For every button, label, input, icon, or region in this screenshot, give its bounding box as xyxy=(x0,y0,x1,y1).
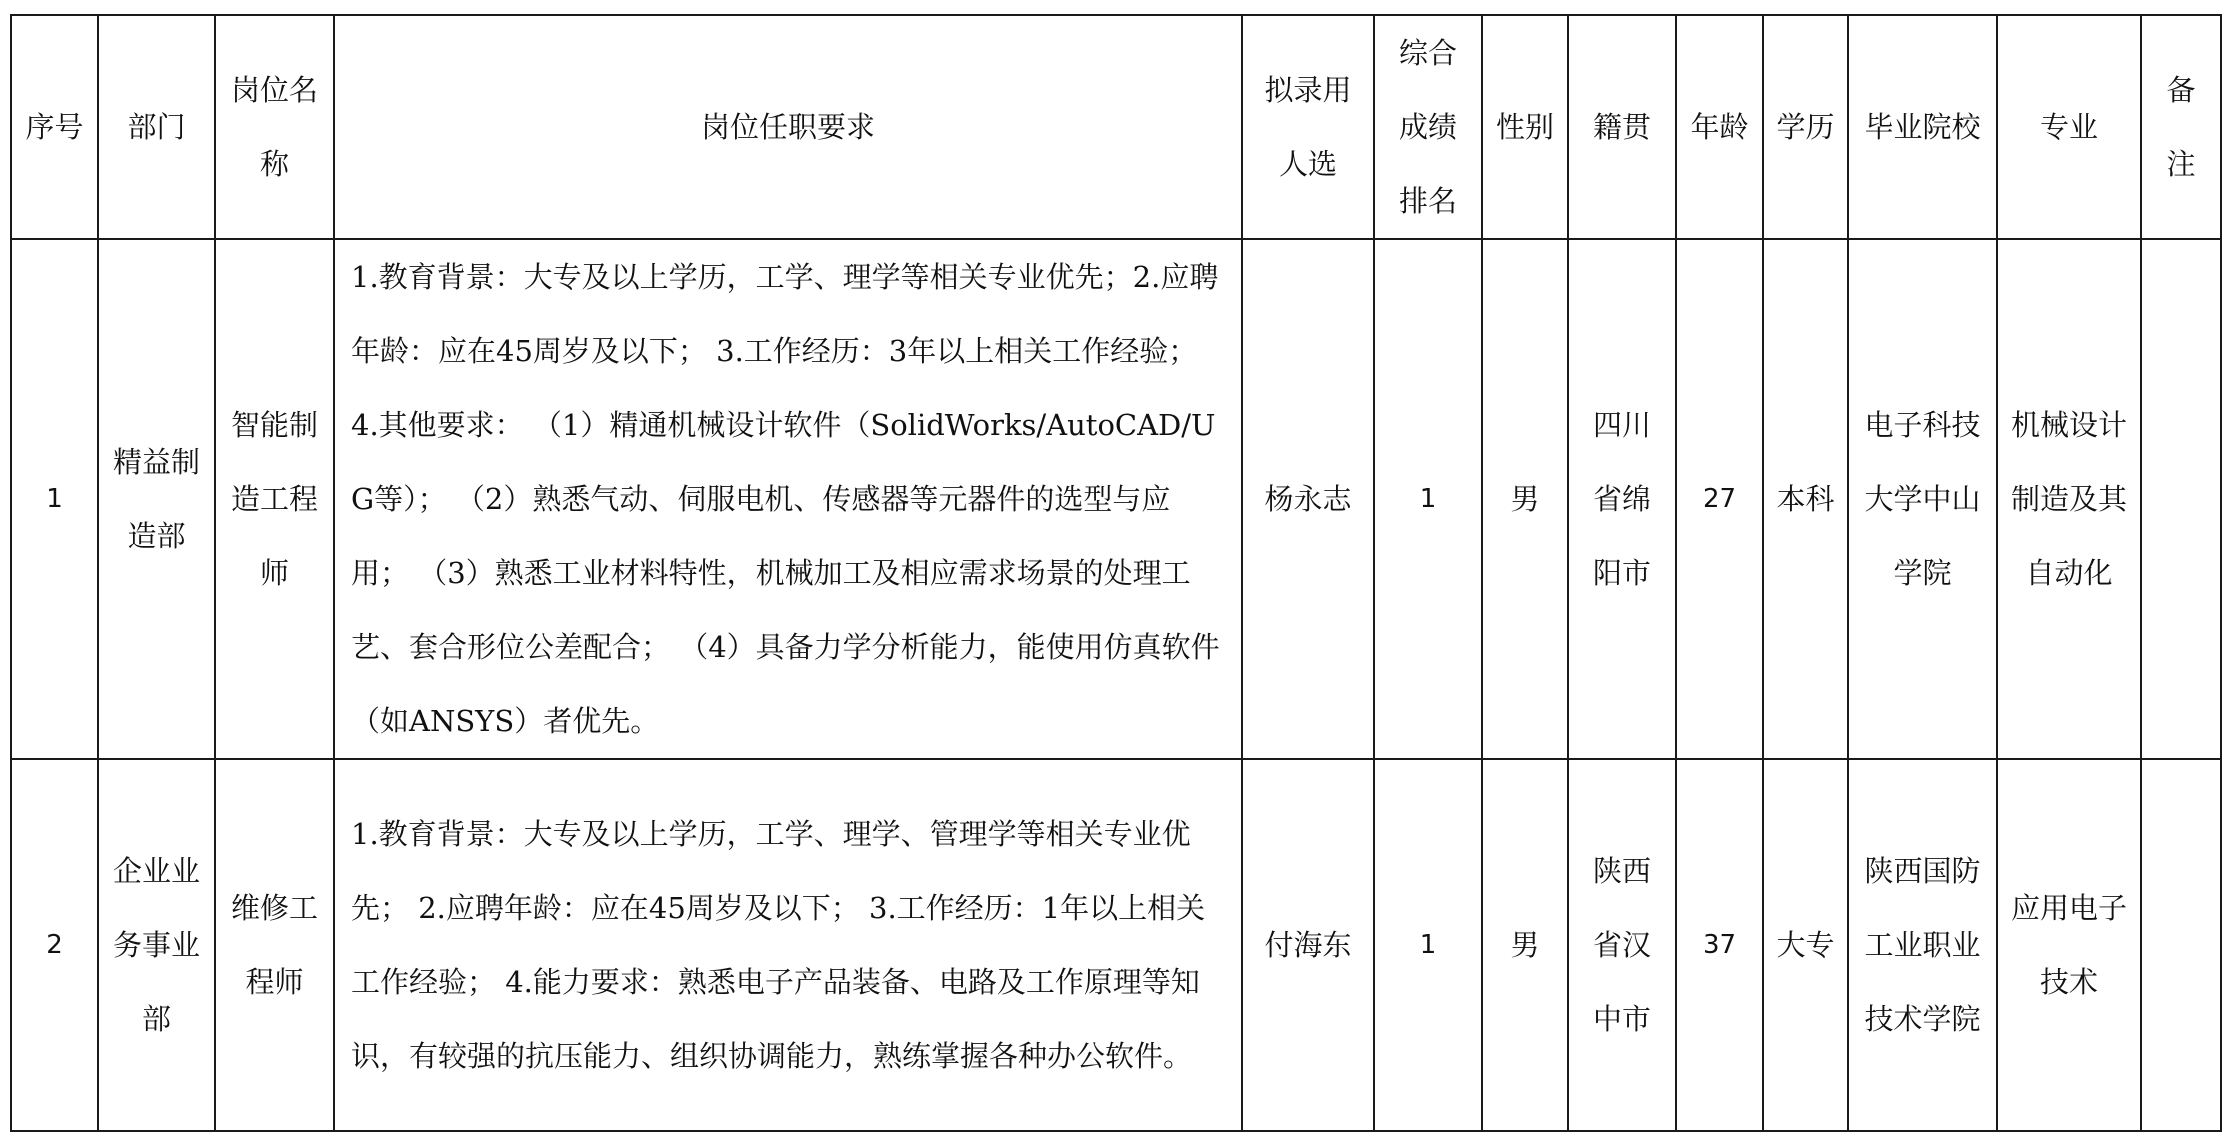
table-row xyxy=(11,759,2221,1131)
cell-major: 机械设计制造及其自动化 xyxy=(1997,239,2141,759)
header-dept: 部门 xyxy=(98,15,215,239)
header-school: 毕业院校 xyxy=(1848,15,1997,239)
cell-school: 陕西国防工业职业技术学院 xyxy=(1848,759,1997,1131)
table-header xyxy=(11,15,2221,239)
header-remark: 备注 xyxy=(2141,15,2221,239)
cell-dept: 企业业务事业部 xyxy=(98,759,215,1131)
header-origin: 籍贯 xyxy=(1568,15,1676,239)
cell-post: 维修工程师 xyxy=(215,759,334,1131)
cell-post: 智能制造工程师 xyxy=(215,239,334,759)
cell-school: 电子科技大学中山学院 xyxy=(1848,239,1997,759)
cell-origin: 四川省绵阳市 xyxy=(1568,239,1676,759)
hiring-table xyxy=(10,14,2222,1132)
header-gender: 性别 xyxy=(1482,15,1568,239)
header-requirements: 岗位任职要求 xyxy=(334,15,1242,239)
table-row xyxy=(11,239,2221,759)
cell-rank: 1 xyxy=(1374,759,1482,1131)
cell-age: 37 xyxy=(1676,759,1763,1131)
cell-seq: 2 xyxy=(11,759,98,1131)
header-candidate: 拟录用人选 xyxy=(1242,15,1374,239)
cell-gender: 男 xyxy=(1482,239,1568,759)
header-row xyxy=(11,15,2221,239)
header-rank: 综合成绩排名 xyxy=(1374,15,1482,239)
cell-rank: 1 xyxy=(1374,239,1482,759)
cell-education: 本科 xyxy=(1763,239,1848,759)
header-age: 年龄 xyxy=(1676,15,1763,239)
cell-candidate: 付海东 xyxy=(1242,759,1374,1131)
table-body xyxy=(11,239,2221,1131)
header-post: 岗位名称 xyxy=(215,15,334,239)
cell-remark xyxy=(2141,239,2221,759)
hiring-table-container xyxy=(10,14,2222,1132)
cell-seq: 1 xyxy=(11,239,98,759)
cell-requirements: 1.教育背景：大专及以上学历，工学、理学、管理学等相关专业优先； 2.应聘年龄：应在45周岁及以下； 3.工作经历：1年以上相关工作经验； 4.能力要求：熟悉电子产品装备、电路及工作原理等知识，有较强的抗压能力、组织协调能力，熟练掌握各种办公软件。 xyxy=(334,759,1242,1131)
header-seq: 序号 xyxy=(11,15,98,239)
cell-major: 应用电子技术 xyxy=(1997,759,2141,1131)
header-major: 专业 xyxy=(1997,15,2141,239)
cell-dept: 精益制造部 xyxy=(98,239,215,759)
cell-education: 大专 xyxy=(1763,759,1848,1131)
cell-age: 27 xyxy=(1676,239,1763,759)
cell-origin: 陕西省汉中市 xyxy=(1568,759,1676,1131)
cell-gender: 男 xyxy=(1482,759,1568,1131)
cell-candidate: 杨永志 xyxy=(1242,239,1374,759)
header-education: 学历 xyxy=(1763,15,1848,239)
cell-requirements: 1.教育背景：大专及以上学历，工学、理学等相关专业优先；2.应聘年龄：应在45周岁及以下； 3.工作经历：3年以上相关工作经验； 4.其他要求： （1）精通机械设计软件（SolidWorks/AutoCAD/UG等）； （2）熟悉气动、伺服电机、传感器等元器件的选型与应用； （3）熟悉工业材料特性，机械加工及相应需求场景的处理工艺、套合形位公差配合； （4）具备力学分析能力，能使用仿真软件（如ANSYS）者优先。 xyxy=(334,239,1242,759)
cell-remark xyxy=(2141,759,2221,1131)
